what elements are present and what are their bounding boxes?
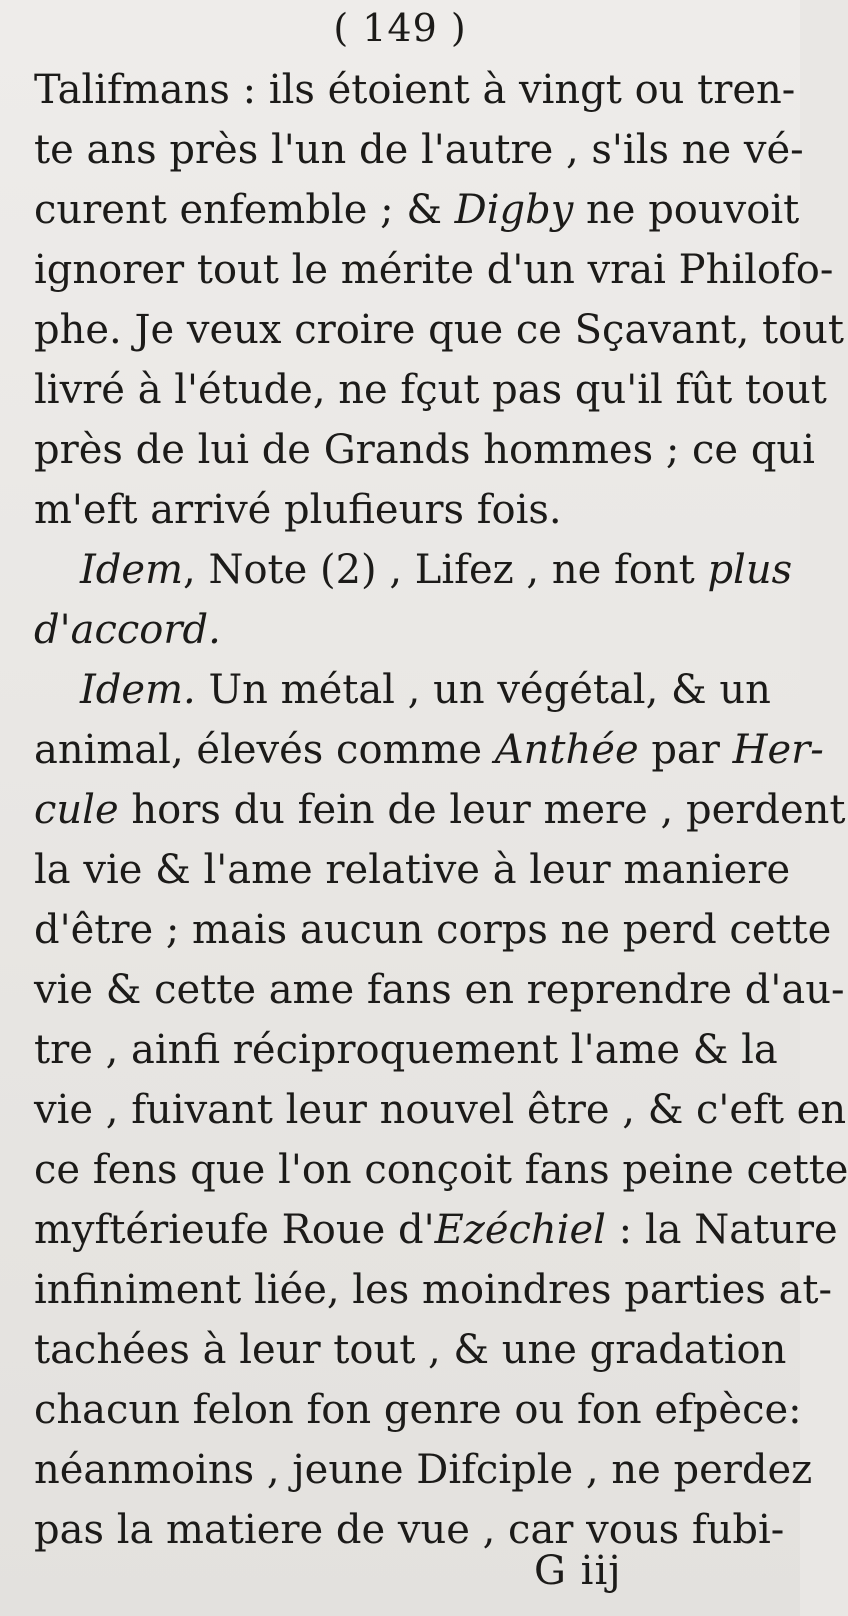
italic-name: Her- bbox=[732, 727, 824, 773]
text-line bbox=[34, 180, 800, 240]
body-text bbox=[34, 60, 848, 1560]
text-span: ignorer tout le mérite d'un vrai Philofo- bbox=[34, 247, 834, 293]
text-span: infiniment liée, les moindres parties at- bbox=[34, 1267, 833, 1313]
text-line bbox=[34, 600, 774, 660]
text-line bbox=[34, 1080, 847, 1140]
text-span: d'être ; mais aucun corps ne perd cette bbox=[34, 907, 832, 953]
text-line bbox=[34, 1020, 778, 1080]
text-span: vie & cette ame fans en reprendre d'au- bbox=[34, 967, 845, 1013]
text-span: Talifmans : ils étoient à vingt ou tren- bbox=[34, 67, 796, 113]
text-span: hors du fein de leur mere , perdent bbox=[118, 787, 846, 833]
italic-reference: Idem. bbox=[80, 667, 196, 713]
text-span: ce fens que l'on conçoit fans peine cette bbox=[34, 1147, 848, 1193]
text-span: phe. Je veux croire que ce Sçavant, tout bbox=[34, 307, 844, 353]
text-line bbox=[34, 780, 846, 840]
text-span: tre , ainfi réciproquement l'ame & la bbox=[34, 1027, 778, 1073]
italic-name: Digby bbox=[454, 187, 574, 233]
text-span: livré à l'étude, ne fçut pas qu'il fût tout bbox=[34, 367, 827, 413]
text-line bbox=[34, 420, 815, 480]
text-span: curent enfemble ; & bbox=[34, 187, 455, 233]
italic-name: Ezéchiel bbox=[434, 1207, 606, 1253]
text-span: animal, élevés comme bbox=[34, 727, 495, 773]
signature-mark: G iij bbox=[534, 1548, 622, 1594]
text-span: vie , fuivant leur nouvel être , & c'eft en bbox=[34, 1087, 847, 1133]
text-line bbox=[34, 360, 827, 420]
text-span: myftérieufe Roue d' bbox=[34, 1207, 435, 1253]
italic-phrase: d'accord. bbox=[34, 607, 221, 653]
text-span: près de lui de Grands hommes ; ce qui bbox=[34, 427, 815, 473]
text-line bbox=[34, 1200, 838, 1260]
text-span: m'eft arrivé plufieurs fois. bbox=[34, 487, 562, 533]
text-line bbox=[34, 1500, 785, 1560]
text-line bbox=[34, 60, 796, 120]
text-line bbox=[34, 480, 774, 540]
text-span: pas la matiere de vue , car vous fubi- bbox=[34, 1507, 785, 1553]
text-span: par bbox=[638, 727, 733, 773]
text-span: la vie & l'ame relative à leur maniere bbox=[34, 847, 791, 893]
text-line bbox=[34, 1320, 787, 1380]
text-line bbox=[34, 1260, 833, 1320]
italic-reference: Idem bbox=[80, 547, 184, 593]
text-line bbox=[34, 720, 824, 780]
text-span: néanmoins , jeune Difciple , ne perdez bbox=[34, 1447, 813, 1493]
text-span: chacun felon fon genre ou fon efpèce: bbox=[34, 1387, 802, 1433]
text-line bbox=[34, 1380, 802, 1440]
text-line bbox=[34, 660, 774, 720]
text-span: , Note (2) , Lifez , ne font bbox=[183, 547, 708, 593]
text-line bbox=[34, 240, 834, 300]
text-span: ne pouvoit bbox=[573, 187, 800, 233]
italic-phrase: plus bbox=[707, 547, 793, 593]
text-line bbox=[34, 1140, 848, 1200]
italic-name: Anthée bbox=[494, 727, 639, 773]
text-line bbox=[34, 120, 804, 180]
text-line bbox=[34, 1440, 813, 1500]
text-line bbox=[34, 900, 832, 960]
text-span: : la Nature bbox=[605, 1207, 838, 1253]
text-span: tachées à leur tout , & une gradation bbox=[34, 1327, 787, 1373]
text-span: Un métal , un végétal, & un bbox=[195, 667, 771, 713]
text-line bbox=[34, 840, 791, 900]
text-line bbox=[34, 540, 793, 600]
text-line bbox=[34, 300, 844, 360]
text-span: te ans près l'un de l'autre , s'ils ne vé- bbox=[34, 127, 804, 173]
text-line bbox=[34, 960, 845, 1020]
italic-name: cule bbox=[34, 787, 119, 833]
page-number: ( 149 ) bbox=[333, 6, 467, 50]
